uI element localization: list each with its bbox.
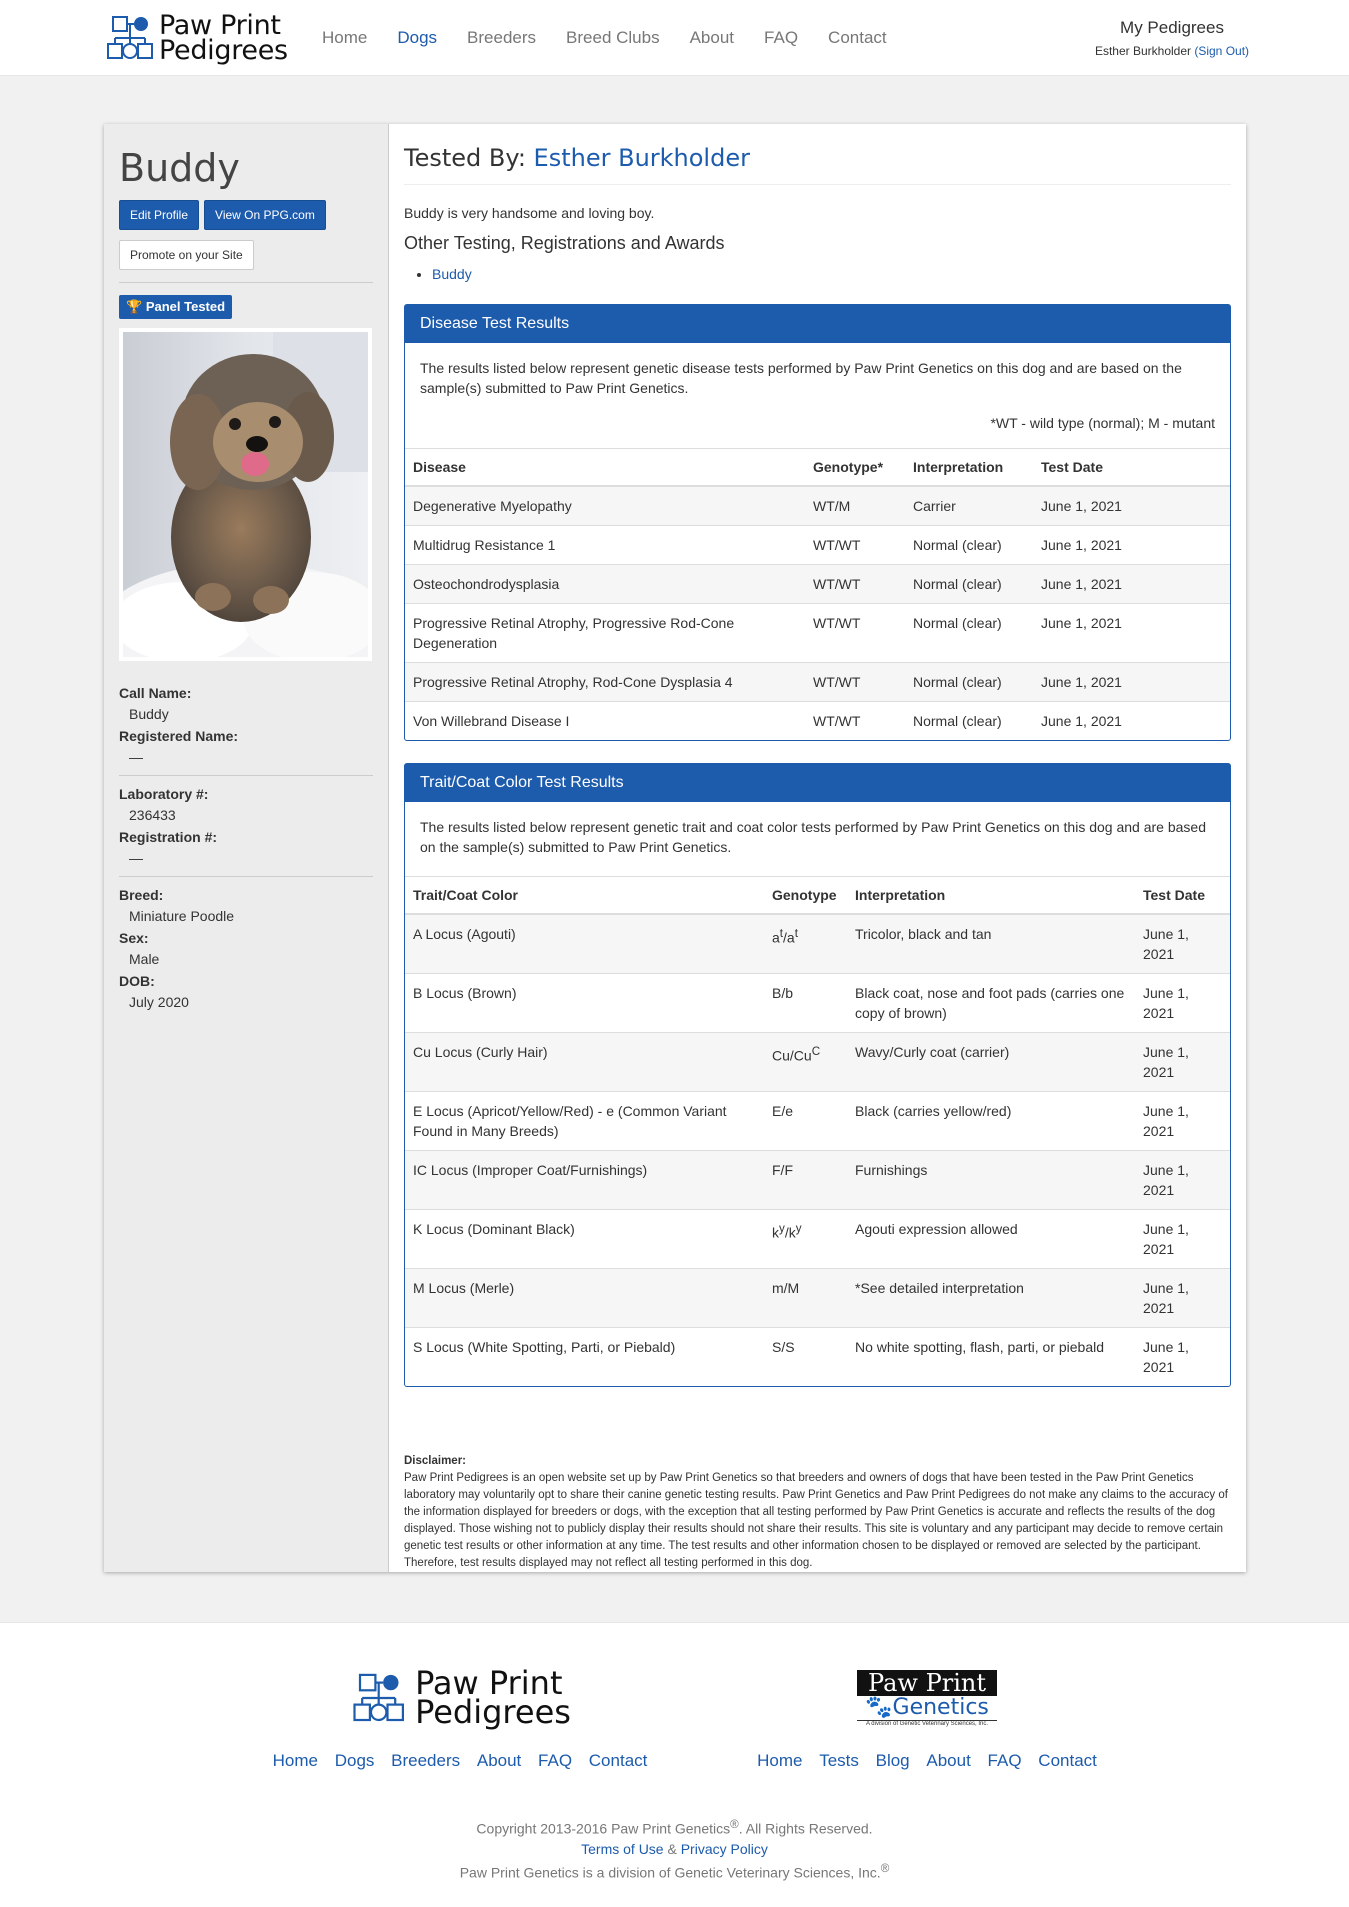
dob-label: DOB: — [119, 973, 155, 989]
disease-results-panel — [404, 304, 1231, 741]
dog-sidebar — [104, 124, 389, 1572]
footer-gen-about[interactable]: About — [926, 1751, 971, 1770]
table-row — [405, 1210, 1230, 1269]
other-testing-heading: Other Testing, Registrations and Awards — [404, 233, 725, 253]
user-box — [1082, 18, 1262, 58]
footer — [0, 1622, 1349, 1907]
call-name-label: Call Name: — [119, 685, 192, 701]
trait-cell: B Locus (Brown) — [405, 974, 764, 1033]
tested-by-heading: Tested By: Esther Burkholder — [404, 144, 1231, 185]
registration-label: Registration #: — [119, 829, 218, 845]
other-testing-link[interactable]: Buddy — [432, 266, 472, 282]
table-row — [405, 486, 1230, 526]
interpretation-cell: Normal (clear) — [905, 565, 1033, 604]
trait-results-panel — [404, 763, 1231, 1387]
disease-panel-heading: Disease Test Results — [405, 305, 1230, 343]
paw-icon: 🐾 — [865, 1694, 893, 1720]
genotype-cell: WT/WT — [805, 663, 905, 702]
pedigree-logo-icon — [103, 14, 163, 62]
divider — [119, 775, 373, 776]
test-date-cell: June 1, 2021 — [1033, 526, 1230, 565]
nav-breed-clubs[interactable]: Breed Clubs — [566, 28, 660, 47]
trait-cell: S Locus (White Spotting, Parti, or Piebald) — [405, 1328, 764, 1387]
genetics-logo-line2: 🐾Genetics — [865, 1694, 989, 1720]
nav-home[interactable]: Home — [322, 28, 368, 47]
dog-name: Buddy — [119, 146, 240, 190]
dog-description: Buddy is very handsome and loving boy. — [404, 205, 655, 221]
interpretation-cell: *See detailed interpretation — [847, 1269, 1135, 1328]
registered-name-label: Registered Name: — [119, 728, 239, 744]
trait-cell: K Locus (Dominant Black) — [405, 1210, 764, 1269]
privacy-link[interactable]: Privacy Policy — [680, 1840, 768, 1857]
table-row — [405, 1092, 1230, 1151]
disclaimer-text: Paw Print Pedigrees is an open website set up by Paw Print Genetics so that breeders and owners of dogs that have been tested in the Paw Print Genetics laboratory may voluntarily opt to share their canine genetic testing results. Paw Print Genetics and Paw Print Pedigrees do not make any claims to the accuracy of the information displayed for breeders or dogs, with the exception that all testing performed by Paw Print Genetics is accurate and reflects the results of the dog displayed. Those wishing not to publicly display their results should not share their results. This site is voluntary and any participant may decide to remove certain genetic test results or other information at any time. The test results and other information chosen to be displayed or removed are selected by the participant. Therefore, test results displayed may not reflect all testing performed in this dog. — [404, 1472, 1228, 1569]
genotype-cell: m/M — [764, 1269, 847, 1328]
dog-main — [389, 124, 1246, 1572]
lab-number-label: Laboratory #: — [119, 786, 209, 802]
footer-gen-blog[interactable]: Blog — [875, 1751, 910, 1770]
user-name: Esther Burkholder — [1094, 44, 1191, 58]
genotype-cell: S/S — [764, 1328, 847, 1387]
copyright-block — [0, 1815, 1349, 1882]
interpretation-cell: Normal (clear) — [905, 526, 1033, 565]
interpretation-cell: Wavy/Curly coat (carrier) — [847, 1033, 1135, 1092]
test-date-cell: June 1, 2021 — [1135, 974, 1230, 1033]
col-test-date: Test Date — [1135, 877, 1230, 915]
test-date-cell: June 1, 2021 — [1135, 1269, 1230, 1328]
genotype-cell: B/b — [764, 974, 847, 1033]
disease-cell: Progressive Retinal Atrophy, Rod-Cone Dysplasia 4 — [405, 663, 805, 702]
breed-label: Breed: — [119, 887, 164, 903]
table-row — [405, 1269, 1230, 1328]
edit-profile-button[interactable]: Edit Profile — [119, 200, 199, 230]
nav-dogs[interactable]: Dogs — [397, 28, 438, 47]
col-test-date: Test Date — [1033, 449, 1230, 487]
tested-by-link[interactable]: Esther Burkholder — [533, 144, 750, 172]
table-row — [405, 526, 1230, 565]
trait-panel-heading: Trait/Coat Color Test Results — [405, 764, 1230, 802]
disease-cell: Osteochondrodysplasia — [405, 565, 805, 604]
footer-ppg-contact[interactable]: Contact — [588, 1751, 648, 1770]
other-testing-list — [432, 266, 1231, 282]
interpretation-cell: Black (carries yellow/red) — [847, 1092, 1135, 1151]
footer-genetics-links — [707, 1751, 1147, 1771]
genotype-cell: $k^y/k^y$ — [764, 1210, 847, 1269]
table-row — [405, 663, 1230, 702]
trophy-icon: 🏆 — [126, 299, 143, 314]
test-date-cell: June 1, 2021 — [1033, 565, 1230, 604]
disease-cell: Von Willebrand Disease I — [405, 702, 805, 741]
top-navbar — [0, 0, 1349, 76]
sex-label: Sex: — [119, 930, 149, 946]
call-name-value: Buddy — [129, 706, 169, 722]
trait-cell: Cu Locus (Curly Hair) — [405, 1033, 764, 1092]
interpretation-cell: Normal (clear) — [905, 702, 1033, 741]
division-line: Paw Print Genetics is a division of Genetic Veterinary Sciences, Inc.® — [459, 1861, 890, 1881]
interpretation-cell: No white spotting, flash, parti, or piebald — [847, 1328, 1135, 1387]
test-date-cell: June 1, 2021 — [1135, 1092, 1230, 1151]
interpretation-cell: Agouti expression allowed — [847, 1210, 1135, 1269]
nav-faq[interactable]: FAQ — [764, 28, 799, 47]
copyright-line: Copyright 2013-2016 Paw Print Genetics®. All Rights Reserved. — [476, 1818, 873, 1837]
registration-value: — — [129, 850, 143, 866]
footer-ppg-home[interactable]: Home — [272, 1751, 318, 1770]
test-date-cell: June 1, 2021 — [1135, 1033, 1230, 1092]
promote-button[interactable]: Promote on your Site — [119, 240, 254, 270]
genotype-cell: $Cu/Cu^C$ — [764, 1033, 847, 1092]
col-interpretation: Interpretation — [905, 449, 1033, 487]
nav-breeders[interactable]: Breeders — [467, 28, 537, 47]
brand-name: Paw Print Pedigrees — [159, 10, 288, 66]
test-date-cell: June 1, 2021 — [1033, 663, 1230, 702]
footer-ppg-links — [240, 1751, 680, 1771]
my-pedigrees-link[interactable]: My Pedigrees — [1120, 18, 1224, 37]
genotype-cell: F/F — [764, 1151, 847, 1210]
trait-table — [405, 876, 1230, 1386]
genotype-cell: WT/WT — [805, 565, 905, 604]
genetics-logo-line1: Paw Print — [857, 1670, 997, 1696]
table-row — [405, 914, 1230, 974]
col-disease: Disease — [405, 449, 805, 487]
disease-intro: The results listed below represent genetic disease tests performed by Paw Print Genetics on this dog and are based on the sample(s) submitted to Paw Print Genetics. — [420, 360, 1182, 396]
test-date-cell: June 1, 2021 — [1033, 702, 1230, 741]
genotype-cell: WT/WT — [805, 604, 905, 663]
table-row — [405, 974, 1230, 1033]
trait-intro: The results listed below represent genetic trait and coat color tests performed by Paw Print Genetics on this dog and are based on the sample(s) submitted to Paw Print Genetics. — [420, 819, 1206, 855]
divider — [119, 876, 373, 877]
footer-genetics-column — [707, 1663, 1147, 1771]
interpretation-cell: Furnishings — [847, 1151, 1135, 1210]
genetics-logo-sub: A division of Genetic Veterinary Sciences, Inc. — [857, 1720, 997, 1727]
table-row — [405, 604, 1230, 663]
footer-ppg-logo[interactable] — [240, 1663, 680, 1733]
col-genotype: Genotype — [764, 877, 847, 915]
genotype-cell: WT/WT — [805, 702, 905, 741]
user-line — [1082, 44, 1262, 58]
legal-links: Terms of Use & Privacy Policy — [581, 1840, 768, 1857]
pedigree-logo-icon — [349, 1669, 415, 1727]
dog-profile-card — [104, 124, 1246, 1572]
list-item — [432, 266, 1231, 282]
footer-ppg-column — [240, 1663, 680, 1771]
divider — [119, 282, 373, 283]
disclaimer — [404, 1453, 1231, 1572]
footer-brand-name: Paw Print Pedigrees — [415, 1664, 571, 1731]
test-date-cell: June 1, 2021 — [1033, 604, 1230, 663]
disease-cell: Multidrug Resistance 1 — [405, 526, 805, 565]
col-genotype: Genotype* — [805, 449, 905, 487]
registered-name-value: — — [129, 749, 143, 765]
dob-value: July 2020 — [129, 994, 189, 1010]
footer-gen-contact[interactable]: Contact — [1038, 1751, 1097, 1770]
trait-cell: M Locus (Merle) — [405, 1269, 764, 1328]
genotype-cell: $a^t/a^t$ — [764, 914, 847, 974]
interpretation-cell: Normal (clear) — [905, 663, 1033, 702]
sex-value: Male — [129, 951, 160, 967]
table-row — [405, 702, 1230, 741]
footer-ppg-dogs[interactable]: Dogs — [334, 1751, 375, 1770]
genotype-cell: WT/WT — [805, 526, 905, 565]
test-date-cell: June 1, 2021 — [1135, 1210, 1230, 1269]
table-row — [405, 565, 1230, 604]
footer-gen-tests[interactable]: Tests — [819, 1751, 859, 1770]
dog-photo-image — [123, 332, 368, 657]
brand-logo[interactable] — [103, 10, 289, 66]
genotype-cell: WT/M — [805, 486, 905, 526]
interpretation-cell: Carrier — [905, 486, 1033, 526]
genotype-cell: E/e — [764, 1092, 847, 1151]
footer-gen-home[interactable]: Home — [757, 1751, 803, 1770]
test-date-cell: June 1, 2021 — [1135, 1151, 1230, 1210]
footer-gen-faq[interactable]: FAQ — [987, 1751, 1022, 1770]
interpretation-cell: Black coat, nose and foot pads (carries one copy of brown) — [847, 974, 1135, 1033]
dog-details — [119, 685, 373, 1010]
disease-cell: Degenerative Myelopathy — [405, 486, 805, 526]
terms-link[interactable]: Terms of Use — [581, 1840, 664, 1857]
table-row — [405, 1328, 1230, 1387]
disclaimer-title: Disclaimer: — [404, 1455, 467, 1467]
table-row — [405, 1151, 1230, 1210]
footer-ppg-breeders[interactable]: Breeders — [391, 1751, 461, 1770]
footer-ppg-faq[interactable]: FAQ — [538, 1751, 573, 1770]
lab-number-value: 236433 — [129, 807, 176, 823]
table-row — [405, 1033, 1230, 1092]
nav-contact[interactable]: Contact — [828, 28, 887, 47]
view-on-ppg-button[interactable]: View On PPG.com — [204, 200, 326, 230]
test-date-cell: June 1, 2021 — [1033, 486, 1230, 526]
sign-out-link[interactable]: (Sign Out) — [1194, 44, 1250, 58]
disease-table — [405, 448, 1230, 740]
page-body — [0, 76, 1349, 1622]
interpretation-cell: Tricolor, black and tan — [847, 914, 1135, 974]
trait-cell: A Locus (Agouti) — [405, 914, 764, 974]
main-nav — [307, 28, 902, 48]
col-interpretation: Interpretation — [847, 877, 1135, 915]
col-trait: Trait/Coat Color — [405, 877, 764, 915]
trait-cell: E Locus (Apricot/Yellow/Red) - e (Common Variant Found in Many Breeds) — [405, 1092, 764, 1151]
breed-value: Miniature Poodle — [129, 908, 235, 924]
dog-photo — [119, 328, 372, 661]
interpretation-cell: Normal (clear) — [905, 604, 1033, 663]
disease-cell: Progressive Retinal Atrophy, Progressive Rod-Cone Degeneration — [405, 604, 805, 663]
trait-cell: IC Locus (Improper Coat/Furnishings) — [405, 1151, 764, 1210]
test-date-cell: June 1, 2021 — [1135, 1328, 1230, 1387]
panel-tested-badge: 🏆 Panel Tested — [119, 295, 232, 319]
footer-ppg-about[interactable]: About — [476, 1751, 522, 1770]
test-date-cell: June 1, 2021 — [1135, 914, 1230, 974]
nav-about[interactable]: About — [689, 28, 735, 47]
footer-genetics-logo[interactable] — [707, 1663, 1147, 1733]
genotype-legend: *WT - wild type (normal); M - mutant — [990, 415, 1215, 431]
